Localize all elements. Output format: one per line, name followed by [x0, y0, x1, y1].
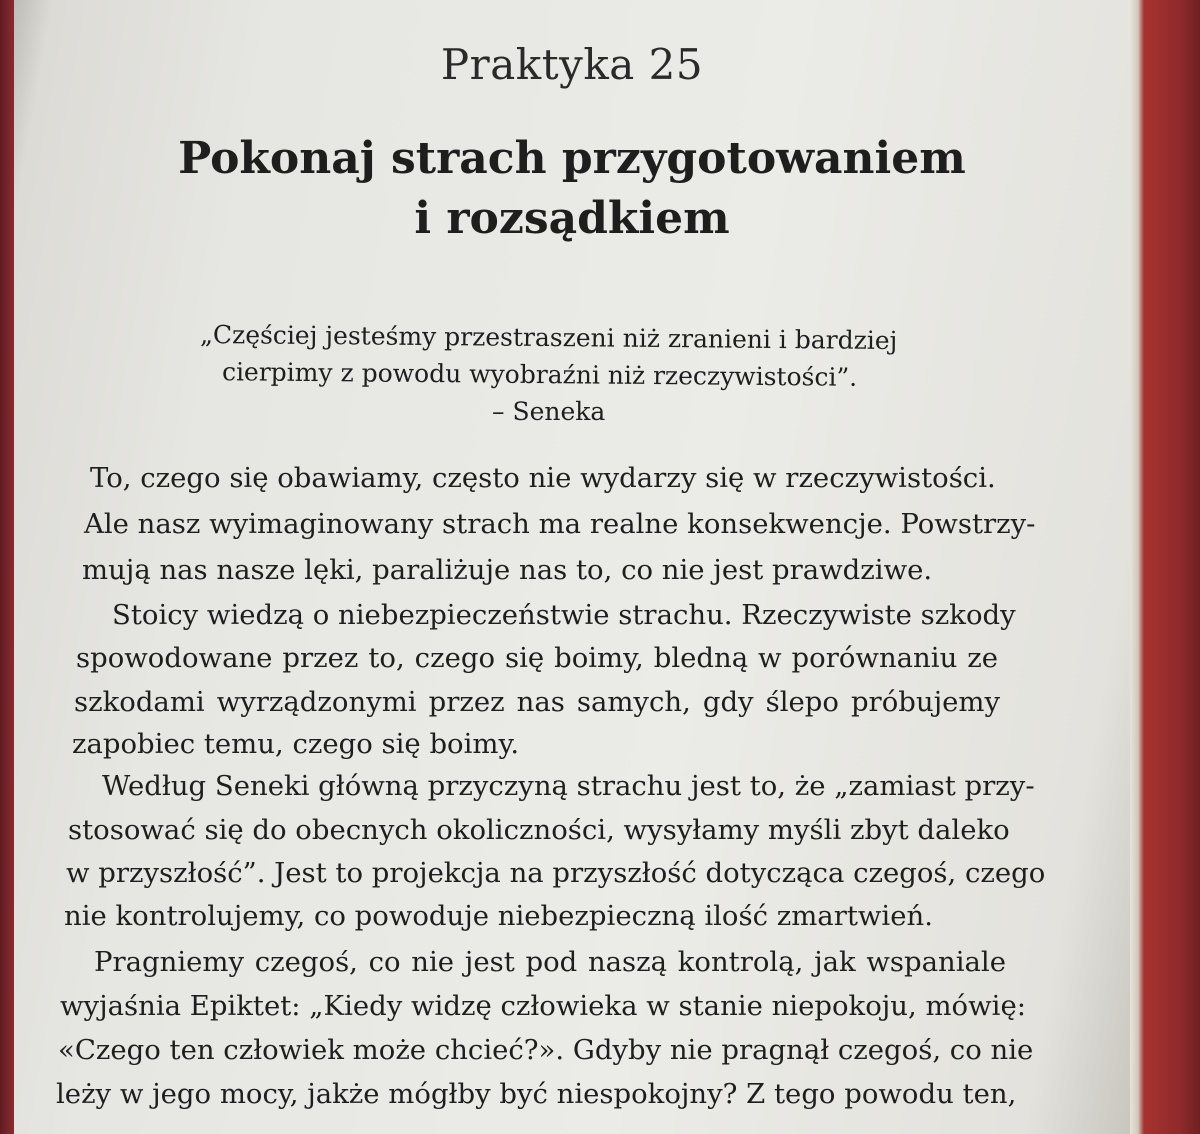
body-line: Pragniemy czegoś, co nie jest pod naszą kontrolą, jak wspaniale [94, 946, 1006, 978]
body-line: szkodami wyrządzonymi przez nas samych, gdy ślepo próbujemy [74, 686, 1000, 718]
body-line: mują nas nasze lęki, paraliżuje nas to, co nie jest prawdziwe. [82, 554, 933, 586]
title-line-2: i rozsądkiem [414, 193, 730, 244]
body-line: nie kontrolujemy, co powoduje niebezpieczną ilość zmartwień. [64, 900, 933, 932]
chapter-label: Praktyka 25 [440, 40, 704, 89]
body-line: Ale nasz wyimaginowany strach ma realne konsekwencje. Powstrzy- [84, 508, 1036, 540]
body-line: Stoicy wiedzą o niebezpieczeństwie strachu. Rzeczywiste szkody [112, 599, 1016, 631]
title-line-1: Pokonaj strach przygotowaniem [178, 133, 966, 184]
body-line: spowodowane przez to, czego się boimy, bledną w porównaniu ze [76, 642, 998, 674]
body-line: stosować się do obecnych okoliczności, wysyłamy myśli zbyt daleko [68, 814, 1010, 846]
book-page [14, 0, 1130, 1134]
body-line: «Czego ten człowiek może chcieć?». Gdyby nie pragnął czegoś, co nie [58, 1034, 1034, 1066]
body-line: zapobiec temu, czego się boimy. [72, 728, 520, 760]
body-line: To, czego się obawiamy, często nie wydarzy się w rzeczywistości. [90, 462, 996, 494]
body-line: Według Seneki główną przyczyną strachu jest to, że „zamiast przy- [102, 770, 1035, 802]
epigraph-attribution: – Seneka [492, 397, 606, 426]
epigraph-line-2: cierpimy z powodu wyobraźni niż rzeczywistości”. [221, 357, 858, 392]
page-stack-edge [1120, 0, 1200, 1134]
epigraph-line-1: „Częściej jesteśmy przestraszeni niż zranieni i bardziej [199, 319, 898, 356]
body-line: w przyszłość”. Jest to projekcja na przyszłość dotycząca czegoś, czego [66, 857, 1046, 889]
body-line: wyjaśnia Epiktet: „Kiedy widzę człowieka w stanie niepokoju, mówię: [60, 990, 1026, 1022]
body-line: leży w jego mocy, jakże mógłby być niespokojny? Z tego powodu ten, [56, 1078, 1017, 1110]
